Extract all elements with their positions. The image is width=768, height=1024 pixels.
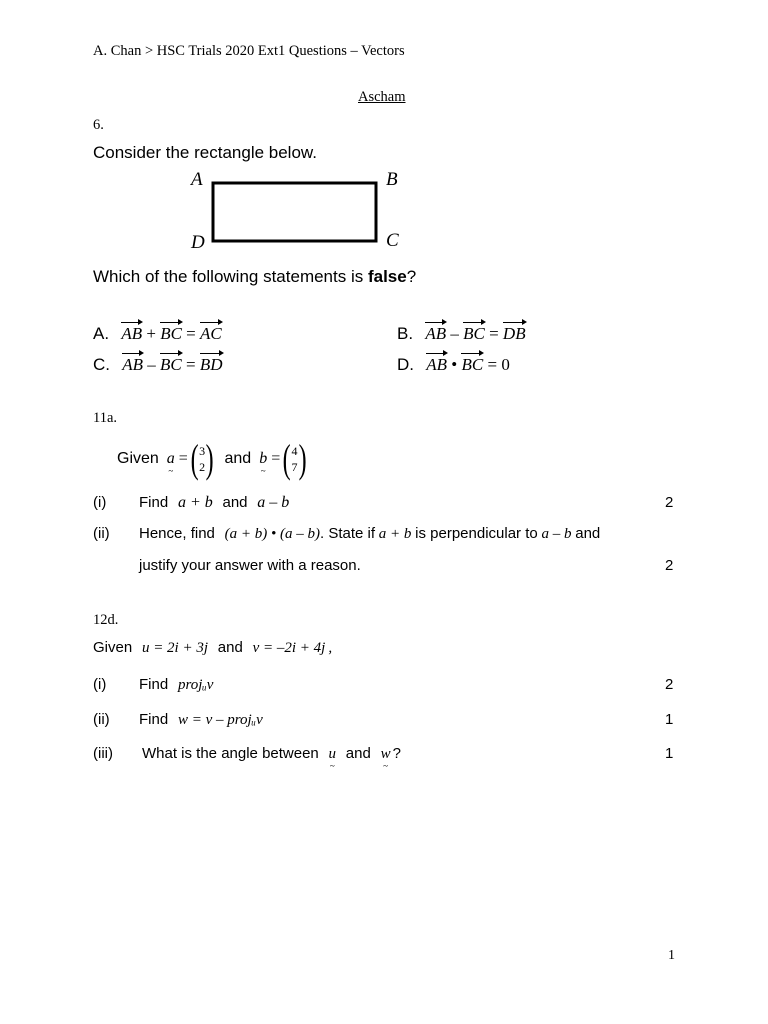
rectangle-diagram — [180, 165, 420, 260]
part-label: (iii) — [93, 745, 113, 762]
equals: = — [186, 355, 196, 374]
matrix-entry: 2 — [199, 460, 206, 474]
variable-w: w ~ — [381, 746, 391, 763]
operator: • — [451, 355, 458, 374]
given-word: Given — [93, 639, 133, 656]
question-mark: ? — [392, 745, 401, 762]
expression: w = v – projᵤv — [177, 712, 263, 728]
matrix-entry: 3 — [199, 444, 206, 458]
operator: + — [146, 324, 156, 343]
and-word: and — [224, 450, 252, 467]
prompt-text-start: Which of the following statements is — [93, 267, 368, 286]
vector-term: AB — [121, 324, 143, 343]
question-11a-part-ii — [139, 525, 600, 543]
question-12d-part-iii — [142, 745, 401, 763]
question-11a-number: 11a. — [93, 410, 118, 426]
option-c — [93, 355, 223, 375]
expression: projᵤv — [177, 677, 214, 693]
expression: a – b — [541, 526, 572, 542]
school-name: Ascham — [358, 89, 406, 105]
option-letter: D. — [397, 355, 414, 374]
comma: , — [328, 640, 333, 656]
question-11a-part-i — [139, 494, 289, 512]
marks-value: 1 — [665, 711, 674, 728]
document-header-title: A. Chan > HSC Trials 2020 Ext1 Questions – Vectors — [93, 43, 405, 59]
matrix-entry: 4 — [291, 444, 298, 458]
and-word: and — [345, 745, 371, 762]
matrix-entry: 7 — [291, 460, 298, 474]
variable-u: u ~ — [329, 746, 337, 763]
find-word: Find — [139, 494, 169, 511]
option-letter: A. — [93, 324, 110, 343]
marks-value: 1 — [665, 745, 674, 762]
expression: a + b — [177, 494, 213, 511]
vertex-label-b: B — [386, 169, 398, 190]
text: is perpendicular to — [415, 525, 538, 542]
expression: (a + b) • (a – b) — [224, 526, 320, 542]
vector-term: BC — [463, 324, 485, 343]
vector-v-definition: v = –2i + 4j — [252, 640, 326, 656]
equals: = — [489, 324, 499, 343]
question-6-prompt — [93, 267, 416, 287]
question-6-number: 6. — [93, 117, 104, 133]
question-12d-part-i — [139, 676, 213, 694]
part-label: (i) — [93, 676, 107, 693]
page-number: 1 — [668, 948, 675, 963]
operator: – — [450, 324, 459, 343]
marks-value: 2 — [665, 557, 674, 574]
question-6-intro: Consider the rectangle below. — [93, 143, 317, 162]
find-word: Find — [139, 711, 169, 728]
text: . State if — [320, 525, 376, 542]
vector-term: AB — [425, 324, 447, 343]
expression: a – b — [257, 494, 290, 511]
vector-term: BC — [160, 324, 182, 343]
vector-term: BD — [199, 355, 223, 374]
vector-term: AB — [426, 355, 448, 374]
text: What is the angle between — [142, 745, 319, 762]
equals: = — [186, 324, 196, 343]
text: Hence, find — [139, 525, 215, 542]
and-word: and — [217, 639, 243, 656]
option-letter: C. — [93, 355, 110, 374]
given-word: Given — [117, 450, 159, 467]
question-12d-number: 12d. — [93, 612, 119, 628]
question-12d-given — [93, 639, 332, 657]
marks-value: 2 — [665, 676, 674, 693]
option-d — [397, 355, 510, 375]
rectangle-shape — [213, 183, 376, 241]
vector-term: BC — [461, 355, 484, 374]
marks-value: 2 — [665, 494, 674, 511]
vector-term: BC — [160, 355, 182, 374]
question-11a-given: Given a ~ = ( 3 2 ) and b ~ = ( 4 7 ) — [117, 436, 309, 482]
equals: = — [487, 355, 498, 374]
find-word: Find — [139, 676, 169, 693]
prompt-text-end: ? — [406, 267, 417, 286]
vector-a-name: a ~ — [167, 450, 175, 468]
question-12d-part-ii — [139, 711, 263, 729]
vertex-label-c: C — [386, 230, 399, 251]
zero-value: 0 — [501, 355, 510, 374]
part-label: (i) — [93, 494, 107, 511]
expression: a + b — [378, 526, 412, 542]
option-b — [397, 324, 526, 344]
vertex-label-a: A — [191, 169, 203, 190]
vector-a-matrix: ( 3 2 ) — [190, 436, 214, 481]
and-word: and — [222, 494, 248, 511]
vertex-label-d: D — [191, 232, 205, 253]
vector-b-name: b ~ — [259, 450, 267, 468]
part-label: (ii) — [93, 525, 110, 542]
text: and — [575, 525, 601, 542]
question-11a-part-ii-line2: justify your answer with a reason. — [139, 557, 361, 574]
operator: – — [147, 355, 156, 374]
option-a — [93, 324, 222, 344]
option-letter: B. — [397, 324, 414, 343]
prompt-text-bold: false — [367, 267, 407, 286]
vector-b-matrix: ( 4 7 ) — [282, 436, 307, 481]
vector-term: DB — [502, 324, 526, 343]
vector-term: AC — [200, 324, 222, 343]
part-label: (ii) — [93, 711, 110, 728]
vector-term: AB — [122, 355, 144, 374]
vector-u-definition: u = 2i + 3j — [141, 640, 209, 656]
